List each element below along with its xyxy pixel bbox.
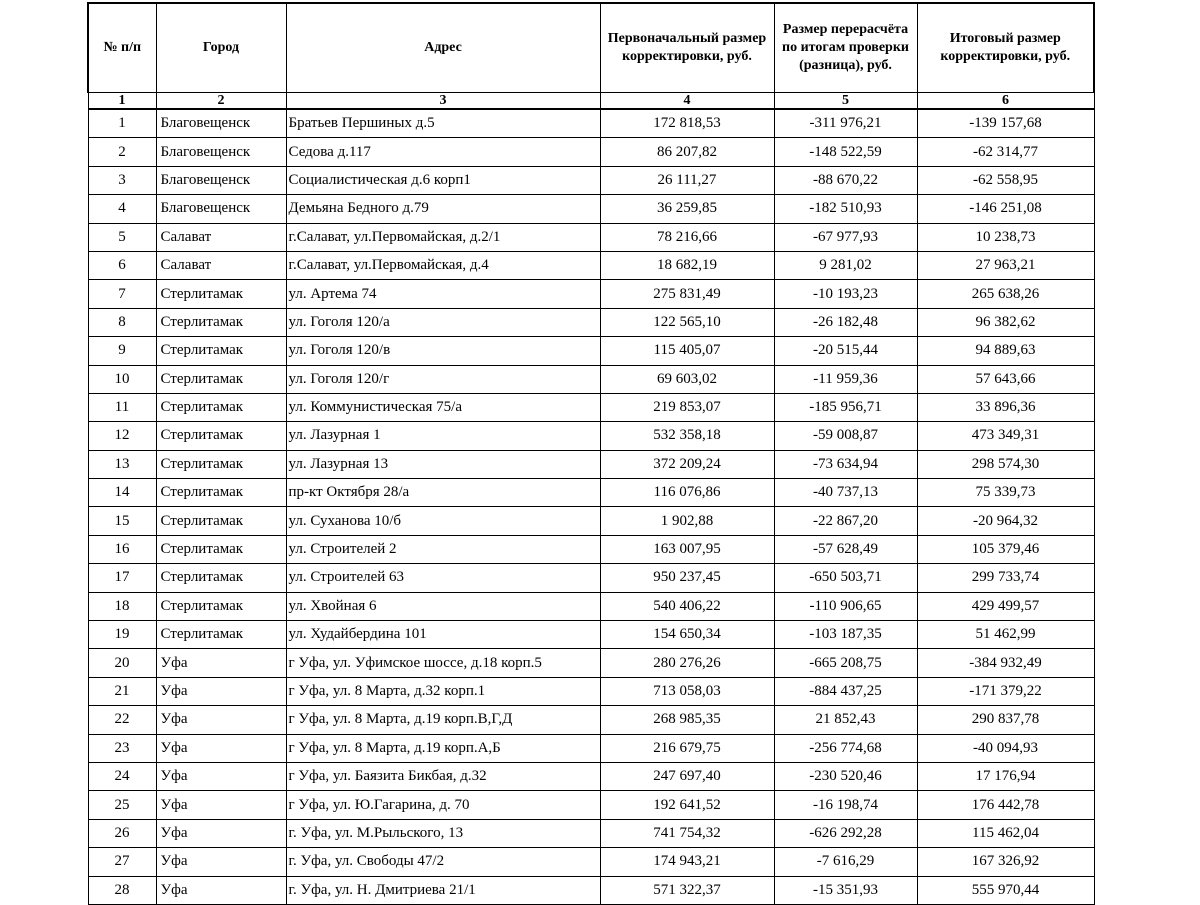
- header-row: [88, 3, 1094, 93]
- table-row: [88, 422, 1094, 450]
- recalculation-cell: -110 906,65: [774, 592, 917, 620]
- row-number: 26: [88, 819, 156, 847]
- address-cell: г.Салават, ул.Первомайская, д.4: [286, 251, 600, 279]
- final-amount-cell: -62 314,77: [917, 138, 1094, 166]
- column-number: 4: [600, 93, 774, 110]
- row-number: 5: [88, 223, 156, 251]
- recalculation-cell: -22 867,20: [774, 507, 917, 535]
- table-row: [88, 308, 1094, 336]
- final-amount-cell: 17 176,94: [917, 762, 1094, 790]
- row-number: 16: [88, 535, 156, 563]
- city-cell: Уфа: [156, 876, 286, 904]
- recalculation-cell: -73 634,94: [774, 450, 917, 478]
- city-cell: Уфа: [156, 762, 286, 790]
- final-amount-cell: 167 326,92: [917, 848, 1094, 876]
- recalculation-cell: 9 281,02: [774, 251, 917, 279]
- city-cell: Уфа: [156, 819, 286, 847]
- address-cell: ул. Коммунистическая 75/а: [286, 393, 600, 421]
- table-row: [88, 337, 1094, 365]
- initial-amount-cell: 192 641,52: [600, 791, 774, 819]
- table-row: [88, 109, 1094, 138]
- final-amount-cell: 473 349,31: [917, 422, 1094, 450]
- recalculation-cell: -311 976,21: [774, 109, 917, 138]
- row-number: 8: [88, 308, 156, 336]
- final-amount-cell: 429 499,57: [917, 592, 1094, 620]
- city-cell: Стерлитамак: [156, 535, 286, 563]
- column-number: 5: [774, 93, 917, 110]
- row-number: 23: [88, 734, 156, 762]
- city-cell: Уфа: [156, 706, 286, 734]
- city-cell: Салават: [156, 223, 286, 251]
- initial-amount-cell: 163 007,95: [600, 535, 774, 563]
- city-cell: Уфа: [156, 848, 286, 876]
- final-amount-cell: 299 733,74: [917, 564, 1094, 592]
- header-recalculation: Размер перерасчёта по итогам проверки (разница), руб.: [774, 3, 917, 93]
- initial-amount-cell: 275 831,49: [600, 280, 774, 308]
- row-number: 19: [88, 621, 156, 649]
- initial-amount-cell: 26 111,27: [600, 166, 774, 194]
- table-row: [88, 677, 1094, 705]
- address-cell: ул. Гоголя 120/в: [286, 337, 600, 365]
- row-number: 3: [88, 166, 156, 194]
- row-number: 11: [88, 393, 156, 421]
- row-number: 21: [88, 677, 156, 705]
- address-cell: г.Салават, ул.Первомайская, д.2/1: [286, 223, 600, 251]
- initial-amount-cell: 713 058,03: [600, 677, 774, 705]
- table-row: [88, 535, 1094, 563]
- table-row: [88, 280, 1094, 308]
- row-number: 15: [88, 507, 156, 535]
- city-cell: Уфа: [156, 734, 286, 762]
- recalculation-cell: -256 774,68: [774, 734, 917, 762]
- final-amount-cell: 57 643,66: [917, 365, 1094, 393]
- final-amount-cell: -40 094,93: [917, 734, 1094, 762]
- final-amount-cell: -20 964,32: [917, 507, 1094, 535]
- address-cell: г. Уфа, ул. Свободы 47/2: [286, 848, 600, 876]
- address-cell: ул. Артема 74: [286, 280, 600, 308]
- address-cell: г Уфа, ул. 8 Марта, д.19 корп.А,Б: [286, 734, 600, 762]
- row-number: 17: [88, 564, 156, 592]
- address-cell: ул. Строителей 2: [286, 535, 600, 563]
- address-cell: ул. Лазурная 1: [286, 422, 600, 450]
- initial-amount-cell: 1 902,88: [600, 507, 774, 535]
- row-number: 13: [88, 450, 156, 478]
- initial-amount-cell: 154 650,34: [600, 621, 774, 649]
- row-number: 6: [88, 251, 156, 279]
- city-cell: Благовещенск: [156, 166, 286, 194]
- city-cell: Стерлитамак: [156, 621, 286, 649]
- row-number: 14: [88, 479, 156, 507]
- city-cell: Стерлитамак: [156, 507, 286, 535]
- address-cell: ул. Гоголя 120/г: [286, 365, 600, 393]
- recalculation-cell: -57 628,49: [774, 535, 917, 563]
- address-cell: ул. Гоголя 120/а: [286, 308, 600, 336]
- row-number: 18: [88, 592, 156, 620]
- table-row: [88, 564, 1094, 592]
- row-number: 2: [88, 138, 156, 166]
- recalculation-cell: -40 737,13: [774, 479, 917, 507]
- row-number: 28: [88, 876, 156, 904]
- final-amount-cell: 33 896,36: [917, 393, 1094, 421]
- final-amount-cell: -171 379,22: [917, 677, 1094, 705]
- initial-amount-cell: 172 818,53: [600, 109, 774, 138]
- header-final-amount: Итоговый размер корректировки, руб.: [917, 3, 1094, 93]
- city-cell: Стерлитамак: [156, 365, 286, 393]
- table-row: [88, 365, 1094, 393]
- row-number: 1: [88, 109, 156, 138]
- city-cell: Салават: [156, 251, 286, 279]
- address-cell: Демьяна Бедного д.79: [286, 195, 600, 223]
- address-cell: г. Уфа, ул. М.Рыльского, 13: [286, 819, 600, 847]
- address-cell: ул. Строителей 63: [286, 564, 600, 592]
- initial-amount-cell: 741 754,32: [600, 819, 774, 847]
- address-cell: г Уфа, ул. Баязита Бикбая, д.32: [286, 762, 600, 790]
- initial-amount-cell: 532 358,18: [600, 422, 774, 450]
- initial-amount-cell: 115 405,07: [600, 337, 774, 365]
- city-cell: Уфа: [156, 791, 286, 819]
- table-row: [88, 649, 1094, 677]
- row-number: 22: [88, 706, 156, 734]
- initial-amount-cell: 36 259,85: [600, 195, 774, 223]
- row-number: 9: [88, 337, 156, 365]
- table-row: [88, 223, 1094, 251]
- address-cell: г. Уфа, ул. Н. Дмитриева 21/1: [286, 876, 600, 904]
- column-number: 1: [88, 93, 156, 110]
- row-number: 10: [88, 365, 156, 393]
- table-body: [88, 109, 1094, 904]
- initial-amount-cell: 18 682,19: [600, 251, 774, 279]
- header-address: Адрес: [286, 3, 600, 93]
- row-number: 25: [88, 791, 156, 819]
- recalculation-cell: -185 956,71: [774, 393, 917, 421]
- initial-amount-cell: 280 276,26: [600, 649, 774, 677]
- recalculation-cell: -148 522,59: [774, 138, 917, 166]
- city-cell: Уфа: [156, 649, 286, 677]
- row-number: 27: [88, 848, 156, 876]
- city-cell: Стерлитамак: [156, 422, 286, 450]
- table-row: [88, 138, 1094, 166]
- city-cell: Стерлитамак: [156, 308, 286, 336]
- address-cell: ул. Лазурная 13: [286, 450, 600, 478]
- recalculation-cell: -26 182,48: [774, 308, 917, 336]
- table-row: [88, 450, 1094, 478]
- address-cell: пр-кт Октября 28/а: [286, 479, 600, 507]
- row-number: 24: [88, 762, 156, 790]
- document-page: [87, 2, 1093, 905]
- final-amount-cell: 176 442,78: [917, 791, 1094, 819]
- column-number-row: [88, 93, 1094, 110]
- header-number: № п/п: [88, 3, 156, 93]
- row-number: 4: [88, 195, 156, 223]
- column-number: 2: [156, 93, 286, 110]
- city-cell: Стерлитамак: [156, 450, 286, 478]
- initial-amount-cell: 216 679,75: [600, 734, 774, 762]
- recalculation-cell: -59 008,87: [774, 422, 917, 450]
- initial-amount-cell: 219 853,07: [600, 393, 774, 421]
- city-cell: Стерлитамак: [156, 337, 286, 365]
- recalculation-cell: -67 977,93: [774, 223, 917, 251]
- initial-amount-cell: 247 697,40: [600, 762, 774, 790]
- city-cell: Благовещенск: [156, 138, 286, 166]
- final-amount-cell: 94 889,63: [917, 337, 1094, 365]
- city-cell: Стерлитамак: [156, 479, 286, 507]
- table-row: [88, 848, 1094, 876]
- table-row: [88, 393, 1094, 421]
- address-cell: г Уфа, ул. 8 Марта, д.19 корп.В,Г,Д: [286, 706, 600, 734]
- initial-amount-cell: 950 237,45: [600, 564, 774, 592]
- initial-amount-cell: 78 216,66: [600, 223, 774, 251]
- address-cell: г Уфа, ул. Уфимское шоссе, д.18 корп.5: [286, 649, 600, 677]
- column-number: 6: [917, 93, 1094, 110]
- address-cell: Социалистическая д.6 корп1: [286, 166, 600, 194]
- table-row: [88, 195, 1094, 223]
- initial-amount-cell: 372 209,24: [600, 450, 774, 478]
- initial-amount-cell: 571 322,37: [600, 876, 774, 904]
- final-amount-cell: 75 339,73: [917, 479, 1094, 507]
- table-row: [88, 507, 1094, 535]
- table-row: [88, 479, 1094, 507]
- final-amount-cell: 298 574,30: [917, 450, 1094, 478]
- final-amount-cell: -146 251,08: [917, 195, 1094, 223]
- city-cell: Благовещенск: [156, 195, 286, 223]
- recalculation-cell: -650 503,71: [774, 564, 917, 592]
- final-amount-cell: 51 462,99: [917, 621, 1094, 649]
- initial-amount-cell: 69 603,02: [600, 365, 774, 393]
- table-row: [88, 791, 1094, 819]
- correction-table: [87, 2, 1095, 905]
- address-cell: Седова д.117: [286, 138, 600, 166]
- city-cell: Благовещенск: [156, 109, 286, 138]
- address-cell: Братьев Першиных д.5: [286, 109, 600, 138]
- row-number: 12: [88, 422, 156, 450]
- row-number: 7: [88, 280, 156, 308]
- city-cell: Стерлитамак: [156, 393, 286, 421]
- final-amount-cell: 27 963,21: [917, 251, 1094, 279]
- initial-amount-cell: 540 406,22: [600, 592, 774, 620]
- city-cell: Стерлитамак: [156, 564, 286, 592]
- address-cell: г Уфа, ул. 8 Марта, д.32 корп.1: [286, 677, 600, 705]
- final-amount-cell: 555 970,44: [917, 876, 1094, 904]
- recalculation-cell: 21 852,43: [774, 706, 917, 734]
- city-cell: Стерлитамак: [156, 592, 286, 620]
- recalculation-cell: -182 510,93: [774, 195, 917, 223]
- recalculation-cell: -16 198,74: [774, 791, 917, 819]
- table-row: [88, 734, 1094, 762]
- initial-amount-cell: 86 207,82: [600, 138, 774, 166]
- table-row: [88, 706, 1094, 734]
- address-cell: ул. Суханова 10/б: [286, 507, 600, 535]
- recalculation-cell: -626 292,28: [774, 819, 917, 847]
- city-cell: Стерлитамак: [156, 280, 286, 308]
- initial-amount-cell: 268 985,35: [600, 706, 774, 734]
- recalculation-cell: -11 959,36: [774, 365, 917, 393]
- final-amount-cell: 96 382,62: [917, 308, 1094, 336]
- final-amount-cell: -384 932,49: [917, 649, 1094, 677]
- table-row: [88, 251, 1094, 279]
- recalculation-cell: -103 187,35: [774, 621, 917, 649]
- address-cell: ул. Худайбердина 101: [286, 621, 600, 649]
- recalculation-cell: -15 351,93: [774, 876, 917, 904]
- final-amount-cell: 290 837,78: [917, 706, 1094, 734]
- header-city: Город: [156, 3, 286, 93]
- recalculation-cell: -230 520,46: [774, 762, 917, 790]
- final-amount-cell: -139 157,68: [917, 109, 1094, 138]
- table-row: [88, 762, 1094, 790]
- table-row: [88, 621, 1094, 649]
- column-number: 3: [286, 93, 600, 110]
- recalculation-cell: -10 193,23: [774, 280, 917, 308]
- header-initial-amount: Первоначальный размер корректировки, руб.: [600, 3, 774, 93]
- final-amount-cell: 265 638,26: [917, 280, 1094, 308]
- recalculation-cell: -20 515,44: [774, 337, 917, 365]
- city-cell: Уфа: [156, 677, 286, 705]
- final-amount-cell: 10 238,73: [917, 223, 1094, 251]
- final-amount-cell: 105 379,46: [917, 535, 1094, 563]
- address-cell: г Уфа, ул. Ю.Гагарина, д. 70: [286, 791, 600, 819]
- final-amount-cell: 115 462,04: [917, 819, 1094, 847]
- recalculation-cell: -88 670,22: [774, 166, 917, 194]
- initial-amount-cell: 122 565,10: [600, 308, 774, 336]
- initial-amount-cell: 174 943,21: [600, 848, 774, 876]
- recalculation-cell: -665 208,75: [774, 649, 917, 677]
- table-row: [88, 166, 1094, 194]
- address-cell: ул. Хвойная 6: [286, 592, 600, 620]
- table-row: [88, 876, 1094, 904]
- recalculation-cell: -7 616,29: [774, 848, 917, 876]
- final-amount-cell: -62 558,95: [917, 166, 1094, 194]
- initial-amount-cell: 116 076,86: [600, 479, 774, 507]
- table-row: [88, 819, 1094, 847]
- row-number: 20: [88, 649, 156, 677]
- table-row: [88, 592, 1094, 620]
- recalculation-cell: -884 437,25: [774, 677, 917, 705]
